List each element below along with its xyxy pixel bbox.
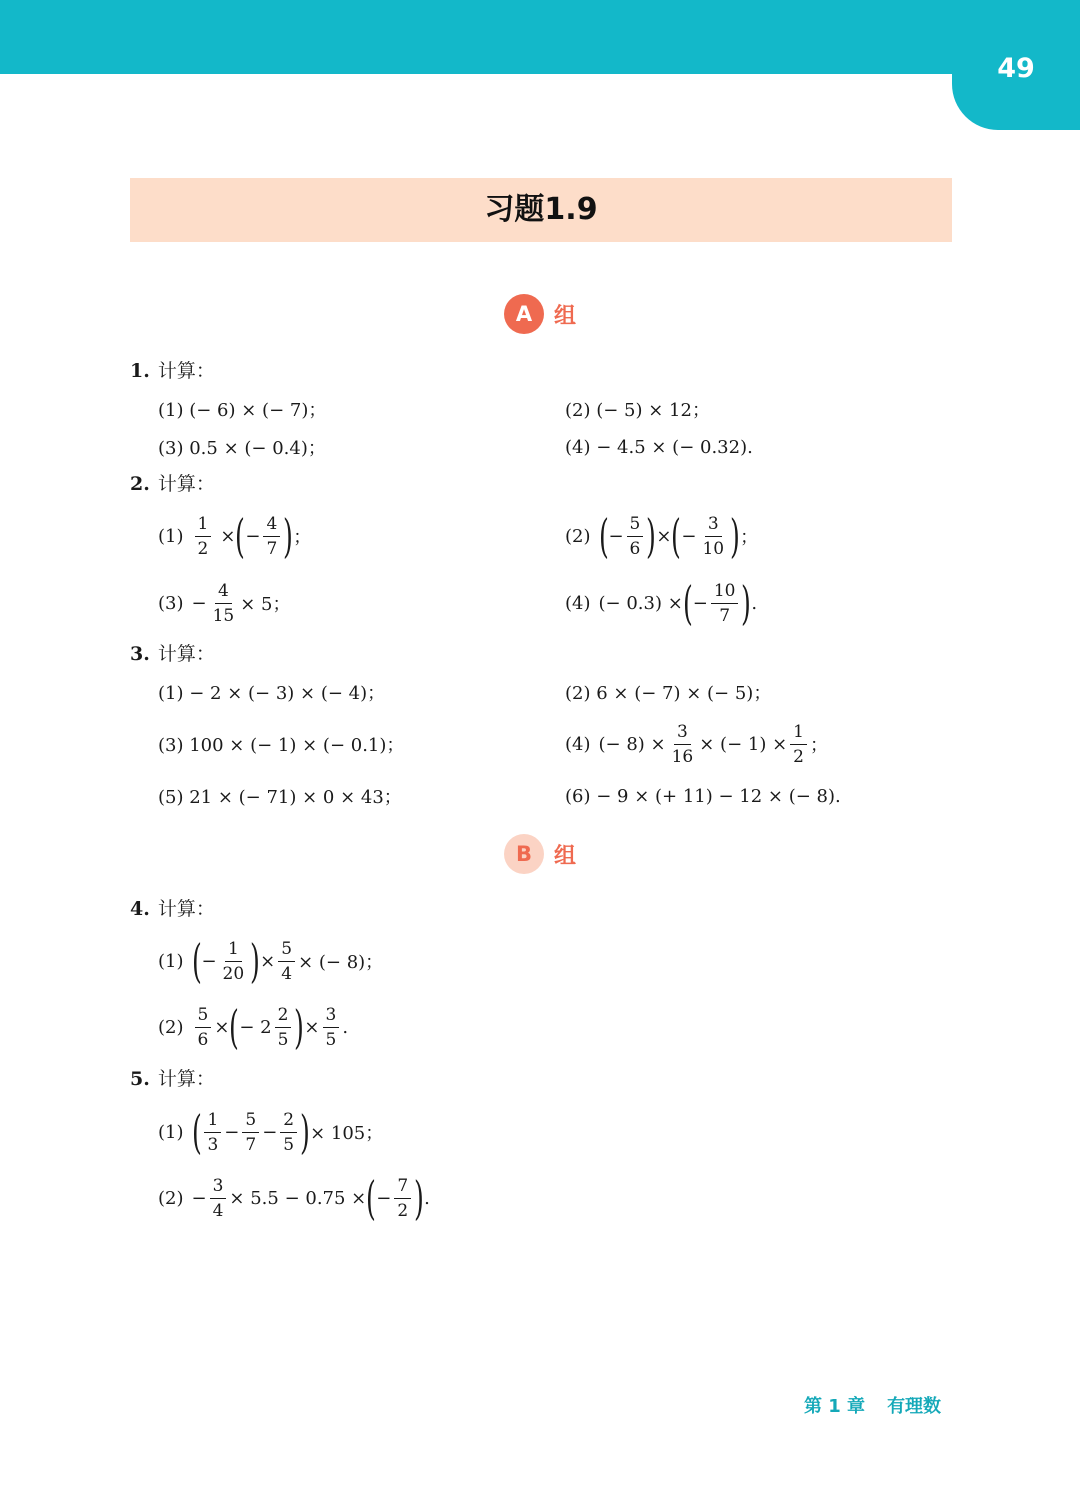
numerator: 10 bbox=[711, 581, 739, 604]
right-paren: ) bbox=[646, 509, 657, 563]
q2-item-2 bbox=[565, 506, 758, 566]
fraction bbox=[242, 1110, 259, 1155]
left-paren: ( bbox=[235, 509, 246, 563]
fraction bbox=[195, 1005, 212, 1050]
question-number: 5. bbox=[130, 1068, 150, 1090]
q2-item-4 bbox=[565, 573, 757, 633]
sign: − bbox=[681, 525, 697, 547]
group-a-header bbox=[504, 294, 576, 334]
item-label: (1) bbox=[158, 950, 184, 972]
question-prompt: 计算： bbox=[157, 360, 215, 382]
expression-tail: × 105； bbox=[310, 1123, 384, 1144]
expression-tail: × 5； bbox=[240, 594, 291, 615]
denominator: 5 bbox=[283, 1134, 295, 1155]
punctuation: . bbox=[342, 1016, 349, 1038]
numerator: 1 bbox=[204, 1110, 221, 1133]
numerator: 1 bbox=[225, 939, 242, 962]
group-b-label: 组 bbox=[554, 843, 577, 869]
numerator: 5 bbox=[278, 939, 295, 962]
sign: − bbox=[201, 950, 217, 972]
item-label: (2) bbox=[158, 1016, 184, 1038]
fraction bbox=[278, 939, 295, 984]
q1-item-2: (2) (− 5) × 12； bbox=[565, 400, 710, 421]
punctuation: ； bbox=[810, 735, 828, 756]
q1-item-1: (1) (− 6) × (− 7)； bbox=[158, 400, 327, 421]
denominator: 5 bbox=[277, 1029, 289, 1050]
denominator: 4 bbox=[212, 1200, 224, 1221]
numerator: 1 bbox=[195, 514, 212, 537]
question-number: 4. bbox=[130, 898, 150, 920]
numerator: 3 bbox=[674, 722, 691, 745]
section-title: 习题1.9 bbox=[130, 178, 952, 242]
denominator: 2 bbox=[793, 746, 804, 767]
numerator: 3 bbox=[705, 514, 722, 537]
numerator: 2 bbox=[275, 1005, 292, 1028]
numerator: 1 bbox=[790, 722, 807, 745]
sign: − bbox=[376, 1187, 392, 1209]
q4-item-2 bbox=[158, 997, 348, 1057]
numerator: 4 bbox=[215, 581, 232, 604]
punctuation: . bbox=[424, 1187, 430, 1209]
item-label: (2) bbox=[565, 525, 591, 547]
right-paren: ) bbox=[414, 1171, 425, 1225]
q3-item-5: (5) 21 × (− 71) × 0 × 43； bbox=[158, 787, 402, 808]
punctuation: ； bbox=[293, 527, 312, 548]
denominator: 15 bbox=[212, 605, 235, 626]
fraction bbox=[790, 722, 807, 767]
q1-item-3: (3) 0.5 × (− 0.4)； bbox=[158, 438, 326, 459]
numerator: 3 bbox=[210, 1176, 227, 1199]
fraction bbox=[323, 1005, 340, 1050]
page-number: 49 bbox=[952, 0, 1080, 130]
operator: × (− 1) × bbox=[699, 733, 788, 755]
denominator: 5 bbox=[325, 1029, 337, 1050]
group-b-header bbox=[504, 834, 576, 874]
top-banner bbox=[0, 0, 1080, 74]
left-paren: ( bbox=[682, 576, 693, 630]
q5-item-1 bbox=[158, 1102, 383, 1162]
left-paren: ( bbox=[191, 934, 202, 988]
question-prompt: 计算： bbox=[157, 898, 215, 920]
fraction bbox=[280, 1110, 297, 1155]
denominator: 2 bbox=[397, 1200, 409, 1221]
q5-item-2 bbox=[158, 1168, 430, 1228]
numerator: 2 bbox=[280, 1110, 297, 1133]
chapter-footer bbox=[804, 1392, 941, 1418]
question-number: 2. bbox=[130, 473, 150, 495]
denominator: 3 bbox=[207, 1134, 219, 1155]
fraction bbox=[627, 514, 644, 559]
operator: − bbox=[262, 1121, 278, 1143]
denominator: 7 bbox=[719, 605, 731, 626]
operator: × bbox=[260, 950, 276, 972]
q3-item-2: (2) 6 × (− 7) × (− 5)； bbox=[565, 683, 772, 704]
chapter-name: 有理数 bbox=[887, 1396, 942, 1417]
item-label: (1) bbox=[158, 1121, 184, 1143]
group-a-badge: A bbox=[504, 294, 544, 334]
mixed-number-whole: − 2 bbox=[239, 1016, 272, 1038]
fraction bbox=[204, 1110, 221, 1155]
right-paren: ) bbox=[283, 509, 294, 563]
denominator: 6 bbox=[629, 538, 641, 559]
fraction bbox=[210, 1176, 227, 1221]
right-paren: ) bbox=[730, 509, 741, 563]
sign: − bbox=[191, 1187, 207, 1209]
q3-item-3: (3) 100 × (− 1) × (− 0.1)； bbox=[158, 735, 405, 756]
numerator: 3 bbox=[323, 1005, 340, 1028]
fraction bbox=[394, 1176, 411, 1221]
operator: × 5.5 − 0.75 × bbox=[229, 1187, 367, 1209]
fraction bbox=[263, 514, 280, 559]
q4-item-1 bbox=[158, 931, 383, 991]
q3-item-6: (6) − 9 × (+ 11) − 12 × (− 8). bbox=[565, 785, 841, 807]
fraction bbox=[275, 1005, 292, 1050]
expression-head: (− 0.3) × bbox=[598, 592, 683, 614]
item-label: (1) bbox=[158, 525, 184, 547]
denominator: 16 bbox=[671, 746, 694, 767]
numerator: 5 bbox=[242, 1110, 259, 1133]
operator: × bbox=[214, 1016, 230, 1038]
fraction bbox=[699, 514, 727, 559]
right-paren: ) bbox=[250, 934, 261, 988]
denominator: 7 bbox=[245, 1134, 257, 1155]
left-paren: ( bbox=[671, 509, 682, 563]
question-number: 1. bbox=[130, 360, 150, 382]
fraction bbox=[669, 722, 697, 767]
q3-item-1: (1) − 2 × (− 3) × (− 4)； bbox=[158, 683, 386, 704]
punctuation: . bbox=[751, 592, 758, 614]
sign: − bbox=[191, 592, 207, 614]
fraction bbox=[711, 581, 739, 626]
expression-head: (− 8) × bbox=[598, 733, 666, 755]
operator: × bbox=[220, 525, 236, 547]
sign: − bbox=[608, 525, 624, 547]
sign: − bbox=[692, 592, 708, 614]
right-paren: ) bbox=[300, 1105, 311, 1159]
operator: × bbox=[656, 525, 672, 547]
fraction bbox=[220, 939, 248, 984]
denominator: 2 bbox=[197, 538, 209, 559]
q2-item-1 bbox=[158, 506, 311, 566]
right-paren: ) bbox=[741, 576, 752, 630]
question-prompt: 计算： bbox=[157, 1068, 215, 1090]
left-paren: ( bbox=[191, 1105, 202, 1159]
item-label: (2) bbox=[158, 1187, 184, 1209]
question-prompt: 计算： bbox=[157, 643, 215, 665]
denominator: 4 bbox=[281, 963, 293, 984]
item-label: (3) bbox=[158, 592, 184, 614]
denominator: 7 bbox=[266, 538, 278, 559]
question-number: 3. bbox=[130, 643, 150, 665]
numerator: 4 bbox=[263, 514, 280, 537]
right-paren: ) bbox=[294, 1000, 305, 1054]
numerator: 5 bbox=[627, 514, 644, 537]
left-paren: ( bbox=[598, 509, 609, 563]
group-b-badge: B bbox=[504, 834, 544, 874]
q2-item-3 bbox=[158, 573, 291, 633]
q3-item-4 bbox=[565, 714, 828, 774]
denominator: 10 bbox=[702, 538, 725, 559]
left-paren: ( bbox=[229, 1000, 240, 1054]
denominator: 20 bbox=[222, 963, 245, 984]
fraction bbox=[195, 514, 212, 559]
group-a-label: 组 bbox=[554, 303, 577, 329]
q1-item-4: (4) − 4.5 × (− 0.32). bbox=[565, 436, 753, 458]
question-4 bbox=[130, 896, 215, 922]
fraction bbox=[210, 581, 238, 626]
numerator: 7 bbox=[394, 1176, 411, 1199]
operator: − bbox=[224, 1121, 240, 1143]
question-2 bbox=[130, 471, 215, 497]
denominator: 6 bbox=[197, 1029, 209, 1050]
sign: − bbox=[245, 525, 261, 547]
item-label: (4) bbox=[565, 592, 591, 614]
operator: × bbox=[304, 1016, 320, 1038]
question-5 bbox=[130, 1066, 215, 1092]
left-paren: ( bbox=[366, 1171, 377, 1225]
numerator: 5 bbox=[195, 1005, 212, 1028]
item-label: (4) bbox=[565, 733, 591, 755]
chapter-number: 第 1 章 bbox=[804, 1396, 866, 1417]
punctuation: ； bbox=[740, 527, 759, 548]
question-prompt: 计算： bbox=[157, 473, 215, 495]
expression-tail: × (− 8)； bbox=[298, 952, 384, 973]
